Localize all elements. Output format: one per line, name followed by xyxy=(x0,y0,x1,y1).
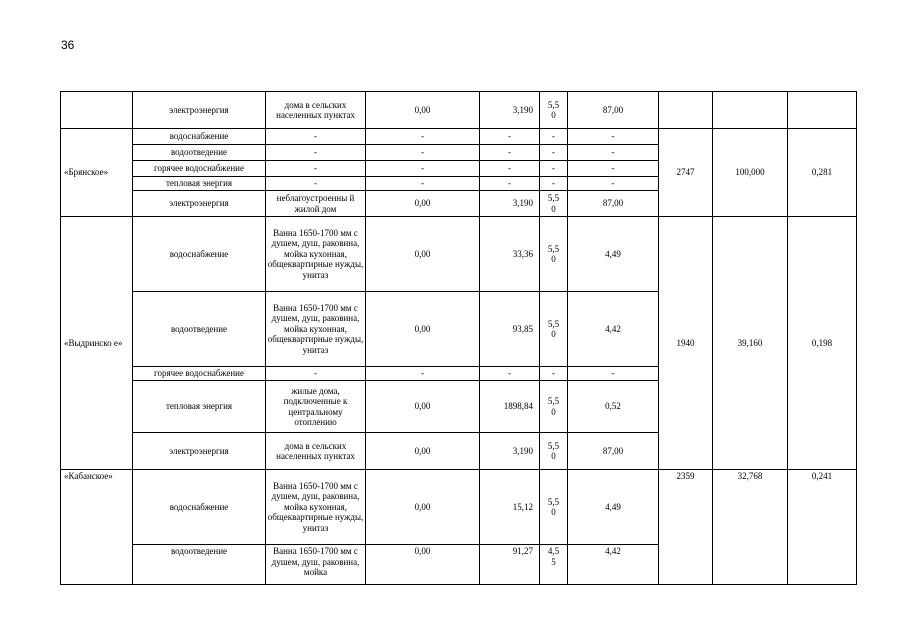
value-cell: - xyxy=(366,161,480,177)
value-cell: - xyxy=(366,145,480,161)
value-cell: 4,42 xyxy=(568,292,659,367)
settlement-name: «Выдринско е» xyxy=(61,217,133,470)
pct-cell xyxy=(713,92,788,129)
value-cell: - xyxy=(568,145,659,161)
value-cell: 0,00 xyxy=(366,217,480,292)
value-cell: 3,190 xyxy=(480,92,540,129)
value-cell: 0,00 xyxy=(366,292,480,367)
value-cell: - xyxy=(540,177,568,191)
service-cell: водоотведение xyxy=(133,545,266,585)
value-cell: - xyxy=(568,177,659,191)
service-cell: водоснабжение xyxy=(133,129,266,145)
coef-cell xyxy=(788,92,857,129)
value-cell: 0,52 xyxy=(568,381,659,433)
value-cell: 0,00 xyxy=(366,381,480,433)
settlement-name: «Кабанское» xyxy=(61,470,133,585)
value-cell: - xyxy=(540,145,568,161)
value-cell: - xyxy=(540,367,568,381)
category-cell: - xyxy=(266,145,366,161)
service-cell: водоснабжение xyxy=(133,217,266,292)
total-cell xyxy=(659,92,713,129)
value-cell: 4,49 xyxy=(568,217,659,292)
value-cell: 5,5 0 xyxy=(540,470,568,545)
total-cell: 1940 xyxy=(659,217,713,470)
category-cell: - xyxy=(266,177,366,191)
value-cell: 5,5 0 xyxy=(540,381,568,433)
value-cell: 5,5 0 xyxy=(540,191,568,217)
category-cell: дома в сельских населенных пунктах xyxy=(266,433,366,470)
category-cell: - xyxy=(266,367,366,381)
category-cell: - xyxy=(266,161,366,177)
value-cell: 5,5 0 xyxy=(540,292,568,367)
value-cell: 0,00 xyxy=(366,545,480,585)
value-cell: 0,00 xyxy=(366,433,480,470)
value-cell: - xyxy=(480,161,540,177)
value-cell: 15,12 xyxy=(480,470,540,545)
settlement-name: «Брянское» xyxy=(61,129,133,217)
category-cell: Ванна 1650-1700 мм с душем, душ, раковина, мойка кухонная, общеквартирные нужды, унитаз xyxy=(266,217,366,292)
table-row xyxy=(61,217,857,292)
value-cell: 4,49 xyxy=(568,470,659,545)
value-cell: 4,5 5 xyxy=(540,545,568,585)
value-cell: - xyxy=(568,161,659,177)
value-cell: 93,85 xyxy=(480,292,540,367)
service-cell: электроэнергия xyxy=(133,191,266,217)
service-cell: тепловая энергия xyxy=(133,381,266,433)
table-row xyxy=(61,129,857,145)
value-cell: 87,00 xyxy=(568,191,659,217)
value-cell: - xyxy=(480,129,540,145)
service-cell: водоотведение xyxy=(133,292,266,367)
value-cell: - xyxy=(480,367,540,381)
service-cell: тепловая энергия xyxy=(133,177,266,191)
value-cell: 87,00 xyxy=(568,92,659,129)
service-cell: горячее водоснабжение xyxy=(133,367,266,381)
value-cell: 4,42 xyxy=(568,545,659,585)
value-cell: - xyxy=(568,367,659,381)
value-cell: 5,5 0 xyxy=(540,92,568,129)
pct-cell: 100,000 xyxy=(713,129,788,217)
category-cell: Ванна 1650-1700 мм с душем, душ, раковина, мойка xyxy=(266,545,366,585)
category-cell: - xyxy=(266,129,366,145)
total-cell: 2747 xyxy=(659,129,713,217)
category-cell: Ванна 1650-1700 мм с душем, душ, раковина, мойка кухонная, общеквартирные нужды, унитаз xyxy=(266,292,366,367)
value-cell: - xyxy=(480,177,540,191)
pct-cell: 39,160 xyxy=(713,217,788,470)
page-number: 36 xyxy=(61,38,75,52)
value-cell: - xyxy=(366,177,480,191)
value-cell: 0,00 xyxy=(366,92,480,129)
value-cell: 1898,84 xyxy=(480,381,540,433)
category-cell: жилые дома, подключенные к центральному отоплению xyxy=(266,381,366,433)
coef-cell: 0,241 xyxy=(788,470,857,585)
coef-cell: 0,198 xyxy=(788,217,857,470)
settlement-cell xyxy=(61,92,133,129)
table-row xyxy=(61,92,857,129)
value-cell: - xyxy=(540,161,568,177)
value-cell: 5,5 0 xyxy=(540,433,568,470)
table-row xyxy=(61,470,857,545)
service-cell: водоснабжение xyxy=(133,470,266,545)
value-cell: 3,190 xyxy=(480,433,540,470)
category-cell: дома в сельских населенных пунктах xyxy=(266,92,366,129)
coef-cell: 0,281 xyxy=(788,129,857,217)
value-cell: 0,00 xyxy=(366,470,480,545)
value-cell: 33,36 xyxy=(480,217,540,292)
value-cell: - xyxy=(480,145,540,161)
value-cell: 5,5 0 xyxy=(540,217,568,292)
value-cell: 91,27 xyxy=(480,545,540,585)
total-cell: 2359 xyxy=(659,470,713,585)
tariff-table xyxy=(60,91,857,585)
value-cell: 87,00 xyxy=(568,433,659,470)
value-cell: - xyxy=(366,129,480,145)
service-cell: электроэнергия xyxy=(133,92,266,129)
value-cell: 0,00 xyxy=(366,191,480,217)
category-cell: неблагоустроенны й жилой дом xyxy=(266,191,366,217)
value-cell: - xyxy=(366,367,480,381)
value-cell: - xyxy=(540,129,568,145)
pct-cell: 32,768 xyxy=(713,470,788,585)
service-cell: горячее водоснабжение xyxy=(133,161,266,177)
category-cell: Ванна 1650-1700 мм с душем, душ, раковина, мойка кухонная, общеквартирные нужды, унитаз xyxy=(266,470,366,545)
value-cell: - xyxy=(568,129,659,145)
service-cell: электроэнергия xyxy=(133,433,266,470)
service-cell: водоотведение xyxy=(133,145,266,161)
value-cell: 3,190 xyxy=(480,191,540,217)
